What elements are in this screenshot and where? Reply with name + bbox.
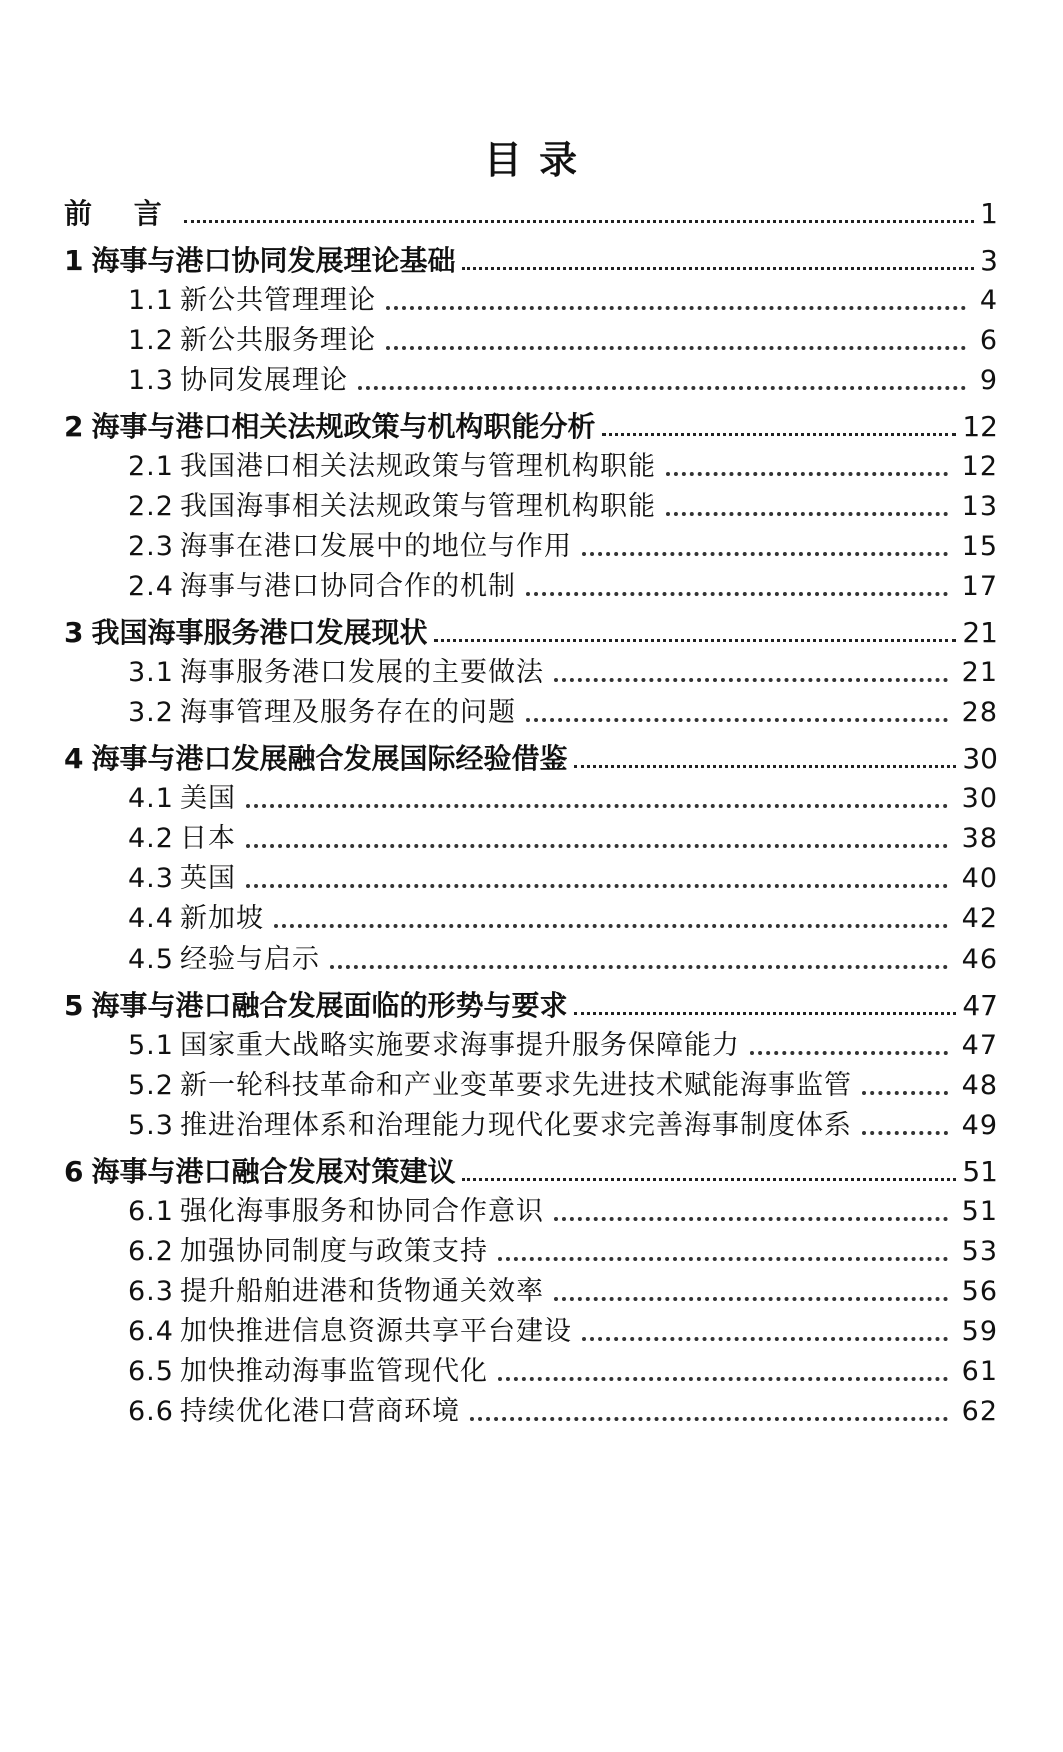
dot-leader (358, 386, 966, 390)
toc-page-number: 47 (961, 1030, 998, 1061)
toc-entry-number: 4.5 (128, 944, 174, 975)
toc-entry-title: 3 我国海事服务港口发展现状 (64, 616, 428, 649)
toc-page-number: 13 (961, 491, 998, 522)
dot-leader (184, 220, 974, 223)
toc-entry-title: 3.1 海事服务港口发展的主要做法 (128, 655, 544, 691)
dot-leader (330, 965, 948, 969)
dot-leader (462, 267, 975, 270)
toc-entry-title: 6.3 提升船舶进港和货物通关效率 (128, 1274, 544, 1310)
toc-page-number: 30 (962, 742, 998, 775)
toc-entry-number: 2.1 (128, 451, 174, 482)
toc-page-number: 12 (961, 451, 998, 482)
toc-page-number: 62 (961, 1396, 998, 1427)
toc-entry-number: 4.3 (128, 863, 174, 894)
toc-entry-section-6-1[interactable] (128, 1194, 998, 1230)
toc-page-number: 21 (962, 616, 998, 649)
toc-entry-section-6-4[interactable] (128, 1314, 998, 1350)
toc-page-number: 1 (980, 197, 998, 230)
toc-entry-number: 1.2 (128, 325, 174, 356)
toc-page-number: 61 (961, 1356, 998, 1387)
toc-entry-section-4-2[interactable] (128, 821, 998, 857)
toc-entry-number: 4 (64, 742, 84, 775)
toc-page-number: 40 (961, 863, 998, 894)
toc-entry-section-6-3[interactable] (128, 1274, 998, 1310)
toc-entry-title: 4.3 英国 (128, 861, 236, 897)
toc-entry-number: 6.4 (128, 1316, 174, 1347)
toc-entry-number: 3 (64, 616, 84, 649)
toc-page-number: 30 (961, 783, 998, 814)
toc-page-number: 53 (961, 1236, 998, 1267)
toc-entry-title: 5.3 推进治理体系和治理能力现代化要求完善海事制度体系 (128, 1108, 852, 1144)
toc-page-number: 15 (961, 531, 998, 562)
toc-entry-section-1-1[interactable] (128, 283, 998, 319)
toc-entry-section-3-2[interactable] (128, 695, 998, 731)
toc-entry-title: 1 海事与港口协同发展理论基础 (64, 244, 456, 277)
toc-entry-title: 5 海事与港口融合发展面临的形势与要求 (64, 989, 568, 1022)
toc-entry-section-4-3[interactable] (128, 861, 998, 897)
toc-page-number: 17 (961, 571, 998, 602)
toc-entry-section-4-4[interactable] (128, 901, 998, 937)
toc-entry-title: 2.3 海事在港口发展中的地位与作用 (128, 529, 572, 565)
toc-entry-number: 2.3 (128, 531, 174, 562)
toc-entry-section-1-3[interactable] (128, 363, 998, 399)
toc-page-number: 42 (961, 903, 998, 934)
toc-entry-section-1-2[interactable] (128, 323, 998, 359)
toc-entry-title: 1.1 新公共管理理论 (128, 283, 376, 319)
toc-entry-number: 2 (64, 410, 84, 443)
toc-entry-chapter-3[interactable] (64, 615, 998, 651)
dot-leader (554, 678, 948, 682)
toc-entry-title: 4.2 日本 (128, 821, 236, 857)
toc-title: 目 录 (483, 138, 580, 182)
toc-page-number: 21 (961, 657, 998, 688)
toc-entry-number: 5.2 (128, 1070, 174, 1101)
toc-entry-preface[interactable] (64, 196, 998, 232)
dot-leader (386, 346, 966, 350)
toc-page-number: 38 (961, 823, 998, 854)
dot-leader (574, 1012, 957, 1015)
toc-entry-title: 2 海事与港口相关法规政策与机构职能分析 (64, 410, 596, 443)
dot-leader (666, 512, 948, 516)
toc-entry-title: 5.2 新一轮科技革命和产业变革要求先进技术赋能海事监管 (128, 1068, 852, 1104)
toc-entry-title: 3.2 海事管理及服务存在的问题 (128, 695, 516, 731)
dot-leader (862, 1091, 948, 1095)
toc-entry-chapter-5[interactable] (64, 988, 998, 1024)
toc-entry-number: 6 (64, 1155, 84, 1188)
toc-entry-chapter-4[interactable] (64, 741, 998, 777)
toc-entry-title: 前 言 (64, 197, 178, 230)
toc-entry-section-6-5[interactable] (128, 1354, 998, 1390)
toc-entry-number: 6.5 (128, 1356, 174, 1387)
toc-entry-title: 1.3 协同发展理论 (128, 363, 348, 399)
toc-page-number: 46 (961, 944, 998, 975)
toc-entry-chapter-6[interactable] (64, 1154, 998, 1190)
toc-entry-number: 4.4 (128, 903, 174, 934)
toc-page-number: 9 (979, 365, 998, 396)
dot-leader (862, 1131, 948, 1135)
dot-leader (246, 844, 948, 848)
toc-entry-title: 4 海事与港口发展融合发展国际经验借鉴 (64, 742, 568, 775)
toc-entry-section-5-2[interactable] (128, 1068, 998, 1104)
toc-entry-number: 2.2 (128, 491, 174, 522)
dot-leader (602, 433, 957, 436)
dot-leader (462, 1178, 957, 1181)
toc-entry-section-2-2[interactable] (128, 489, 998, 525)
dot-leader (526, 592, 948, 596)
toc-entry-section-2-1[interactable] (128, 449, 998, 485)
toc-entry-number: 6.6 (128, 1396, 174, 1427)
dot-leader (470, 1417, 948, 1421)
dot-leader (526, 718, 948, 722)
toc-entry-title: 2.4 海事与港口协同合作的机制 (128, 569, 516, 605)
toc-entry-title: 6.1 强化海事服务和协同合作意识 (128, 1194, 544, 1230)
toc-page-number: 56 (961, 1276, 998, 1307)
toc-entry-title: 4.1 美国 (128, 781, 236, 817)
toc-page-number: 4 (979, 285, 998, 316)
toc-entry-chapter-2[interactable] (64, 409, 998, 445)
toc-entry-number: 4.1 (128, 783, 174, 814)
dot-leader (386, 306, 966, 310)
toc-entry-number: 6.3 (128, 1276, 174, 1307)
dot-leader (554, 1217, 948, 1221)
toc-entry-number: 6.1 (128, 1196, 174, 1227)
toc-entry-section-5-3[interactable] (128, 1108, 998, 1144)
toc-entry-number: 6.2 (128, 1236, 174, 1267)
toc-entry-title: 6.2 加强协同制度与政策支持 (128, 1234, 488, 1270)
dot-leader (498, 1257, 948, 1261)
toc-entry-number: 4.2 (128, 823, 174, 854)
toc-entry-title: 1.2 新公共服务理论 (128, 323, 376, 359)
toc-page-number: 49 (961, 1110, 998, 1141)
toc-entry-title: 4.4 新加坡 (128, 901, 264, 937)
toc-entry-chapter-1[interactable] (64, 243, 998, 279)
dot-leader (274, 924, 948, 928)
toc-entry-number: 3.2 (128, 697, 174, 728)
toc-entry-section-6-2[interactable] (128, 1234, 998, 1270)
dot-leader (750, 1051, 948, 1055)
toc-entry-title: 2.2 我国海事相关法规政策与管理机构职能 (128, 489, 656, 525)
toc-entry-section-6-6[interactable] (128, 1394, 998, 1430)
dot-leader (582, 1337, 948, 1341)
toc-entry-title: 6.4 加快推进信息资源共享平台建设 (128, 1314, 572, 1350)
toc-entry-number: 1.3 (128, 365, 174, 396)
dot-leader (582, 552, 948, 556)
dot-leader (574, 765, 957, 768)
toc-page-number: 3 (980, 244, 998, 277)
toc-page-number: 12 (962, 410, 998, 443)
toc-entry-section-2-3[interactable] (128, 529, 998, 565)
toc-page-number: 59 (961, 1316, 998, 1347)
dot-leader (666, 472, 948, 476)
toc-entry-title: 6.5 加快推动海事监管现代化 (128, 1354, 488, 1390)
toc-entry-number: 5 (64, 989, 84, 1022)
toc-entry-section-5-1[interactable] (128, 1028, 998, 1064)
toc-page-number: 48 (961, 1070, 998, 1101)
toc-entry-number: 3.1 (128, 657, 174, 688)
dot-leader (246, 804, 948, 808)
toc-entry-title: 6 海事与港口融合发展对策建议 (64, 1155, 456, 1188)
toc-entry-section-4-1[interactable] (128, 781, 998, 817)
toc-entry-number: 2.4 (128, 571, 174, 602)
toc-page-number: 51 (961, 1196, 998, 1227)
toc-entry-section-2-4[interactable] (128, 569, 998, 605)
toc-entry-title: 5.1 国家重大战略实施要求海事提升服务保障能力 (128, 1028, 740, 1064)
toc-page-number: 47 (962, 989, 998, 1022)
toc-entry-number: 5.1 (128, 1030, 174, 1061)
toc-entry-title: 4.5 经验与启示 (128, 942, 320, 978)
toc-entry-title: 2.1 我国港口相关法规政策与管理机构职能 (128, 449, 656, 485)
toc-entry-section-3-1[interactable] (128, 655, 998, 691)
dot-leader (246, 884, 948, 888)
dot-leader (498, 1377, 948, 1381)
dot-leader (434, 639, 957, 642)
toc-entry-number: 1.1 (128, 285, 174, 316)
toc-entry-section-4-5[interactable] (128, 942, 998, 978)
dot-leader (554, 1297, 948, 1301)
toc-entry-number: 5.3 (128, 1110, 174, 1141)
toc-entry-number: 1 (64, 244, 84, 277)
toc-page-number: 51 (962, 1155, 998, 1188)
toc-entry-title: 6.6 持续优化港口营商环境 (128, 1394, 460, 1430)
toc-page-number: 28 (961, 697, 998, 728)
toc-page-number: 6 (979, 325, 998, 356)
